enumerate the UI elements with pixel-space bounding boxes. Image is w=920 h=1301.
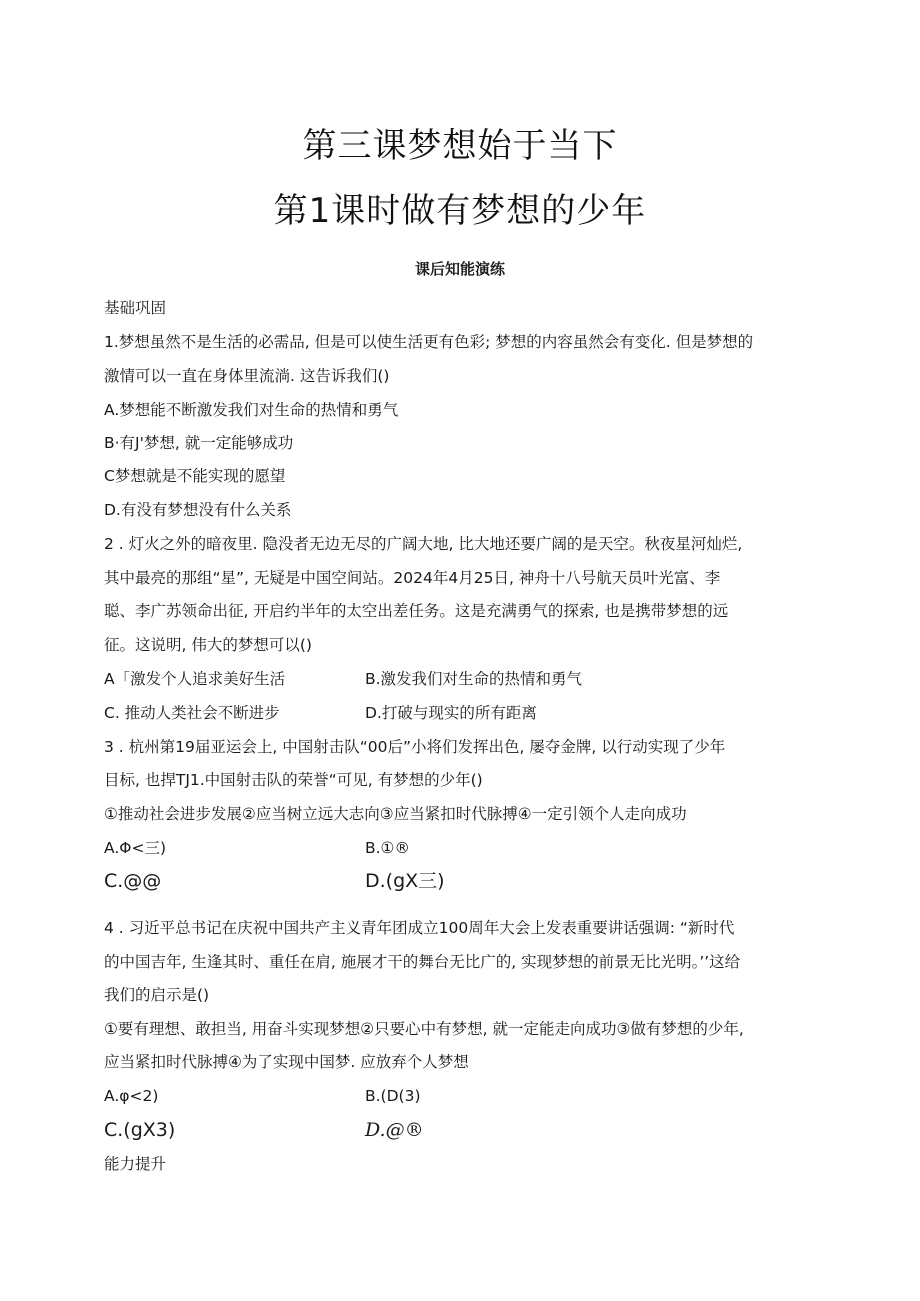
- q2-option-d: D.打破与现实的所有距离: [365, 704, 537, 722]
- q3-option-d: D.(gX三): [365, 870, 445, 892]
- q1-stem-line-1: 1.梦想虽然不是生活的必需品, 但是可以使生活更有色彩; 梦想的内容虽然会有变化. 但是梦想的: [104, 333, 754, 351]
- lesson-subtitle: 第1课时做有梦想的少年: [273, 191, 647, 231]
- q3-stem-line-2: 目标, 也捍TJ1.中国射击队的荣誉“可见, 有梦想的少年(): [104, 771, 483, 789]
- q4-stem-line-2: 的中国吉年, 生逢其时、重任在肩, 施展才干的舞台无比广的, 实现梦想的前景无比光明。’’这给: [104, 953, 741, 971]
- section-heading: 课后知能演练: [414, 260, 505, 278]
- q4-option-c: C.(gX3): [104, 1119, 176, 1141]
- q4-statements-line-2: 应当紧扣时代脉搏④为了实现中国梦. 应放弃个人梦想: [104, 1053, 469, 1071]
- q1-option-c: C梦想就是不能实现的愿望: [104, 467, 286, 485]
- q4-option-d: D.@®: [365, 1119, 424, 1141]
- q1-stem-line-2: 激情可以一直在身体里流淌. 这告诉我们(): [104, 367, 390, 385]
- q3-option-b: B.①®: [365, 839, 410, 857]
- q3-option-c: C.@@: [104, 870, 162, 892]
- q2-stem-line-1: 2 . 灯火之外的暗夜里. 隐没者无边无尽的广阔大地, 比大地还要广阔的是天空。秋夜星河灿烂,: [104, 535, 743, 553]
- advanced-heading: 能力提升: [104, 1155, 167, 1173]
- lesson-title: 第三课梦想始于当下: [302, 126, 618, 166]
- q2-option-a: A「激发个人追求美好生活: [104, 670, 286, 688]
- q2-stem-line-2: 其中最亮的那组“星”, 无疑是中国空间站。2024年4月25日, 神舟十八号航天员叶光富、李: [104, 569, 721, 587]
- q4-stem-line-3: 我们的启示是(): [104, 986, 210, 1004]
- q1-option-a: A.梦想能不断激发我们对生命的热情和勇气: [104, 401, 399, 419]
- q3-stem-line-1: 3 . 杭州第19届亚运会上, 中国射击队“00后”小将们发挥出色, 屡夺金牌, 以行动实现了少年: [104, 738, 726, 756]
- q4-stem-line-1: 4 . 习近平总书记在庆祝中国共产主义青年团成立100周年大会上发表重要讲话强调: “新时代: [104, 919, 735, 937]
- q2-stem-line-4: 征。这说明, 伟大的梦想可以(): [104, 636, 312, 654]
- q2-option-c: C. 推动人类社会不断进步: [104, 704, 280, 722]
- q2-option-b: B.激发我们对生命的热情和勇气: [365, 670, 583, 688]
- q3-statements: ①推动社会进步发展②应当树立远大志向③应当紧扣时代脉搏④一定引领个人走向成功: [104, 805, 687, 823]
- q1-option-d: D.有没有梦想没有什么关系: [104, 501, 292, 519]
- q4-option-a: A.φ<2): [104, 1087, 159, 1105]
- basic-heading: 基础巩固: [104, 299, 167, 317]
- q4-option-b: B.(D(3): [365, 1087, 421, 1105]
- q3-option-a: A.Φ<三): [104, 839, 166, 857]
- q1-option-b: B·有J'梦想, 就一定能够成功: [104, 434, 294, 452]
- q2-stem-line-3: 聪、李广苏领命出征, 开启约半年的太空出差任务。这是充满勇气的探索, 也是携带梦想的远: [104, 602, 729, 620]
- q4-statements-line-1: ①要有理想、敢担当, 用奋斗实现梦想②只要心中有梦想, 就一定能走向成功③做有梦想的少年,: [104, 1020, 744, 1038]
